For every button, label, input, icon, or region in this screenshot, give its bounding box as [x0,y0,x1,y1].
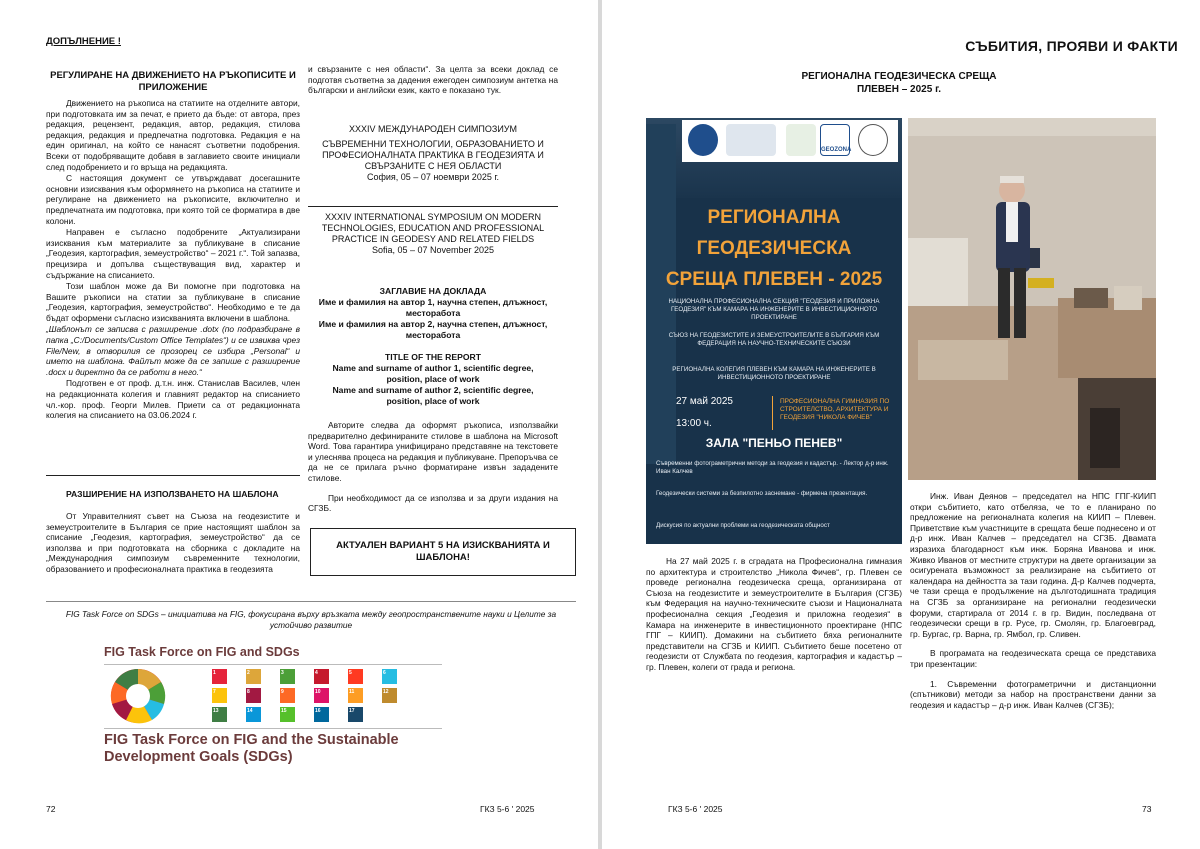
sdg-tile: 11 [348,688,363,703]
en-symposium-header [316,212,550,256]
fig-banner-bottom-title [104,732,399,766]
divider [104,728,442,729]
divider [46,601,576,602]
fig-banner-bottom-line: FIG Task Force on FIG and the Sustainable [104,732,399,748]
bg-report-line: Име и фамилия на автор 1, научна степен, длъжност, месторабота [318,297,548,318]
fig-banner-top-title: FIG Task Force on FIG and SDGs [104,645,300,659]
poster-talk: Съвременни фотограметрични методи за геодезия и кадастър. - Лектор д-р инж. Иван Калчев [656,460,889,476]
template-instructions: „Шаблонът се записва с разширение .dotx (по подразбиране в папка „C:/Documents/Custom Office Templates“) и се извиква чрез File/New, в отворилия се прозорец се избира „Personal“ и името на шаблона. Файлът може да се запише с разширение .docx и директно да се работи в него.“ [46,324,300,377]
fig-caption: FIG Task Force on SDGs – инициатива на FIG, фокусирана върху връзката между геопространствените науки и Целите за устойчиво развитие [65,609,557,630]
en-symposium-line: Sofia, 05 – 07 November 2025 [371,245,495,255]
school-logo [858,124,888,156]
col2-body [308,420,558,515]
section1-paragraph: Движението на ръкописа на статиите на отделните автори, при подготовката им за печат, е прието да бъде: от автора, през редакция, рецензент, редакция, автор, редакция, стилова редакция, редакция и предпечатна подготовка. Редакция е на един оригинал, на който се нанасят съответни подобрения. Всеки от подобряващите добавя в заглавието своите инициали след подобрението и го връща на редакцията. [46,98,300,172]
sdg-tile: 14 [246,707,261,722]
poster-date: 27 май 2025 [676,396,733,407]
sdg-tile: 6 [382,669,397,684]
journal-footer: ГКЗ 5-6 ' 2025 [480,804,535,814]
poster-hall: ЗАЛА "ПЕНЬО ПЕНЕВ" [705,436,843,450]
section2-title: РАЗШИРЕНИЕ НА ИЗПОЛЗВАНЕТО НА ШАБЛОНА [66,489,279,499]
article-col2 [910,491,1156,711]
poster-headline [646,202,902,295]
en-symposium-line: XXXIV INTERNATIONAL SYMPOSIUM ON MODERN TECHNOLOGIES, EDUCATION AND PROFESSIONAL PRACTICE IN GEODESY AND RELATED FIELDS [321,212,545,244]
sdg-tile: 12 [382,688,397,703]
article-paragraph: 1. Съвременни фотограметрични и дистанционни (спътникови) методи за набор на пространствени данни за геодезия и кадастър – д-р инж. Иван Калчев (СГЗБ); [910,678,1156,710]
bg-symposium-line: СЪВРЕМЕННИ ТЕХНОЛОГИИ, ОБРАЗОВАНИЕТО И ПРОФЕСИОНАЛНАТА ПРАКТИКА В ГЕОДЕЗИЯТА И СВЪРЗАНИТЕ С НЕЯ ОБЛАСТИ [322,139,544,171]
en-report-line: Name and surname of author 2, scientific degree, position, place of work [332,385,534,406]
event-photo [908,118,1156,480]
divider [772,396,773,430]
sdg-tile: 17 [348,707,363,722]
sdg-tile: 13 [212,707,227,722]
section-header: СЪБИТИЯ, ПРОЯВИ И ФАКТИ [965,38,1178,54]
section2-paragraph: От Управителният съвет на Съюза на геодезистите и земеустроителите в България се прие настоящият шаблон за списание „Геодезия, картография, земеустройство“ да се използва и при подготовката на сборника с докладите на „Международния симпозиум съвременните технологии, образованието и професионалната практика в геодезията [46,511,300,574]
sdg-tile: 1 [212,669,227,684]
en-report-line: Name and surname of author 1, scientific degree, position, place of work [332,363,534,384]
poster-headline-line: ГЕОДЕЗИЧЕСКА [696,238,852,259]
sdg-wheel-icon [111,669,165,723]
sdg-tile: 9 [280,688,295,703]
section1-title: РЕГУЛИРАНЕ НА ДВИЖЕНИЕТО НА РЪКОПИСИТЕ И ПРИЛОЖЕНИЕ [50,70,296,93]
sdg-tile: 15 [280,707,295,722]
col2-paragraph: Авторите следва да оформят ръкописа, използвайки предварително дефинираните стилове в шаблона на Microsoft Word. Това гарантира унифицирано представяне на текстовете и улеснява процеса на редакция и публикуване. Препоръчва се да не се прилага ръчно форматиране извън зададените стилове. [308,420,558,483]
poster-venue-school: ПРОФЕСИОНАЛНА ГИМНАЗИЯ ПО СТРОИТЕЛСТВО, АРХИТЕКТУРА И ГЕОДЕЗИЯ "НИКОЛА ФИЧЕВ" [780,398,890,421]
poster-headline-line: РЕГИОНАЛНА [707,207,841,228]
section2-body [46,511,300,576]
poster-headline-line: СРЕЩА ПЛЕВЕН - 2025 [665,269,883,290]
section1-paragraph: С настоящия документ се утвърждават досегашните основни изисквания към оформянето на ръкописа на статиите и регулиране на движението на ръкописите, включително и предпечатната им подготовка, при която той се форматира в две колони. [46,173,300,226]
poster-org1: НАЦИОНАЛНА ПРОФЕСИОНАЛНА СЕКЦИЯ "ГЕОДЕЗИЯ И ПРИЛОЖНА ГЕОДЕЗИЯ" КЪМ КАМАРА НА ИНЖЕНЕРИТЕ В ИНВЕСТИЦИОННОТО ПРОЕКТИРАНЕ [668,298,880,321]
bg-report-header [316,286,550,341]
journal-footer: ГКЗ 5-6 ' 2025 [668,804,723,814]
sdg-tile: 4 [314,669,329,684]
bg-symposium-line: XXXIV МЕЖДУНАРОДЕН СИМПОЗИУМ [349,124,517,134]
sdg-tile: 2 [246,669,261,684]
poster-time: 13:00 ч. [676,418,712,429]
en-report-header [316,352,550,407]
col2-paragraph: При необходимост да се използва и за други издания на СГЗБ. [308,492,558,514]
bg-symposium-header [308,124,558,183]
sdg-tile: 5 [348,669,363,684]
bg-symposium-line: София, 05 – 07 ноември 2025 г. [366,172,500,182]
sdg-tiles-grid [212,669,472,725]
speaker-photo-illustration [908,118,1156,480]
poster-talk: Геодезически системи за безпилотно заснемане - фирмена презентация. [656,490,868,497]
divider [46,475,300,476]
supplement-header: ДОПЪЛНЕНИЕ ! [46,36,121,47]
divider [104,664,442,665]
poster-org2: СЪЮЗ НА ГЕОДЕЗИСТИТЕ И ЗЕМЕУСТРОИТЕЛИТЕ В БЪЛГАРИЯ КЪМ ФЕДЕРАЦИЯ НА НАУЧНО-ТЕХНИЧЕСКИТЕ СЪЮЗИ [668,332,880,347]
article-paragraph: В програмата на геодезическата среща се представиха три презентации: [910,648,1156,669]
fig-banner-bottom-line: Development Goals (SDGs) [104,749,293,765]
left-page [0,0,598,849]
page-number: 73 [1142,804,1152,814]
chamber-logo [786,124,816,156]
section1-closing: Подготвен е от проф. д.т.н. инж. Станислав Василев, член на редакционната колегия и главният редактор на списанието чл.-кор. проф. Георги Милев. Приети са от редакционната колегия на списанието на 03.06.2024 г. [46,378,300,421]
sdg-tile: 7 [212,688,227,703]
article-paragraph: Инж. Иван Деянов – председател на НПС ГПГ-КИИП откри събитието, като отбеляза, че то е планирано по предложение на регионалната колегия на КИИП – Плевен. Приветствие към участниците в срещата беше поднесено и от д-р инж. Иван Калчев – председател на СГЗБ. Двамата изразиха благодарност към инж. Боряна Иванова и инж. Живко Иванов от местните структури на двете организации за осигурената възможност за реализиране на събитието от календара на дейността за тази година. Д-р Калчев подчерта, че тази среща е продължение на дълготодишната традиция на СГЗБ за организиране на регионални геодезически форуми, стартирала от 2014 г. в гр. Видин, последвана от геодезически срещи в гр. Русе, гр. Смолян, гр. Благоевград, гр. Бургас, гр. Варна, гр. Ямбол, гр. Сливен. [910,491,1156,639]
sdg-tile: 10 [314,688,329,703]
poster-logos [682,120,898,162]
poster-talk: Дискусия по актуални проблеми на геодезическата общност [656,522,830,529]
en-report-line: TITLE OF THE REPORT [385,352,481,362]
section1-body [46,98,300,422]
kiip-logo [726,124,776,156]
poster-org3: РЕГИОНАЛНА КОЛЕГИЯ ПЛЕВЕН КЪМ КАМАРА НА ИНЖЕНЕРИТЕ В ИНВЕСТИЦИОННОТО ПРОЕКТИРАНЕ [672,366,876,381]
bg-report-line: ЗАГЛАВИЕ НА ДОКЛАДА [379,286,487,296]
bg-report-line: Име и фамилия на автор 2, научна степен, длъжност, месторабота [318,319,548,340]
page-number: 72 [46,804,56,814]
divider [308,206,558,207]
sdg-tile: 16 [314,707,329,722]
union-logo [688,124,718,156]
article-title-line: ПЛЕВЕН – 2025 г. [856,84,942,95]
section1-paragraph: Този шаблон може да Ви помогне при подготовка на Вашите ръкописи на статии за публикуване в списание „Геодезия, картография, земеустройство“. Необходимо е те да бъдат оформени съгласно изискванията включени в шаблона. [46,281,300,323]
article-col1 [646,556,902,674]
current-version-notice: АКТУАЛЕН ВАРИАНТ 5 НА ИЗИСКВАНИЯТА И ШАБЛОНА! [310,528,576,576]
sdg-tile: 3 [280,669,295,684]
geozona-logo: GEOZONA [820,124,850,156]
article-title-line: РЕГИОНАЛНА ГЕОДЕЗИЧЕСКА СРЕЩА [801,71,997,82]
right-page [602,0,1200,849]
col2-continued: и свързаните с нея области“. За целта за всеки доклад се подготвя съответна за дадения ежегоден симпозиум антетка на български и английски език, както е показано тук. [308,64,558,96]
article-paragraph: На 27 май 2025 г. в сградата на Професионална гимназия по архитектура и строителство „Никола Фичев“, гр. Плевен се проведе регионална геодезическа среща, организирана от Съюза на геодезистите и земеустроителите в България (СГЗБ) към Федерация на научно-техническите съюзи и Националната професионална секция „Геодезия и приложна геодезия“ в Камара на инженерите в инвестиционното проектиране (НПС ГПГ – КИИП). Домакини на събитието бяха регионалните представители на СГЗБ и КИИП. Събитието беше посетено от геодезисти от Службата по геодезия, картография и кадастър – гр. Плевен, колеги от града и региона. [646,556,902,672]
sdg-tile: 8 [246,688,261,703]
event-poster [646,118,902,544]
article-title [642,70,1156,96]
section1-paragraph: Направен е съгласно подобрените „Актуализирани изисквания към материалите за публикуване в списание „Геодезия, картография, земеустройство“ – 2021 г.“. Той запазва, прецизира и допълва съществуващия вид, характер и съдържание на списанието. [46,227,300,280]
